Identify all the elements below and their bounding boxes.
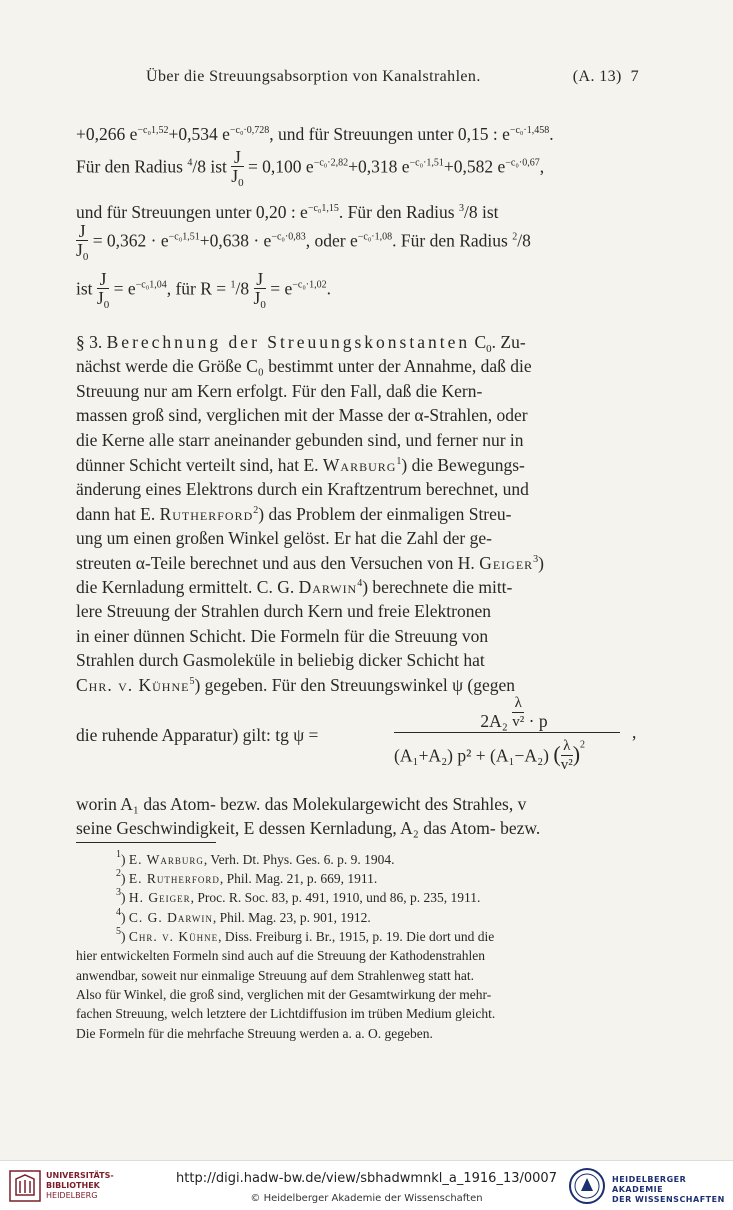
footnote-author: Chr. v. Kühne: [128, 929, 219, 944]
viewer-footer: [0, 1160, 733, 1210]
footnote-author: C. G. Darwin: [128, 910, 213, 925]
footnote-number: 1: [116, 849, 121, 860]
footnote: $^2$) E. Rutherford, Phil. Mag. 21, p. 669, 1911.: [116, 868, 378, 886]
footnote: $^5$) Chr. v. Kühne, Diss. Freiburg i. Br., 1915, p. 19. Die dort und die: [116, 926, 495, 944]
text-line: die Kerne alle starr aneinander gebunden sind, und ferner nur in: [76, 430, 524, 450]
formula-line-2: Für den Radius $^4$/8 ist $\frac{J}{J_0}$ = 0,100 $e^{-c_0\cdot 2,82}+0,318$ $e^{-c_0\cdot 1,51}+0,582$ $e^{-c_0\cdot 0,67}$,: [76, 147, 545, 189]
fraction-j-j0: $\frac{J}{J_0}$: [253, 269, 266, 311]
footnote-divider: [76, 842, 216, 843]
formula-line-1: +0,266 $e^{-c_01,52}+0,534$ $e^{-c_0\cdot 0,728}$, und für Streuungen unter 0,15 : $e^{-c_0\cdot 1,458}$.: [76, 124, 554, 144]
header-title: Über die Streuungsabsorption von Kanalstrahlen.: [146, 68, 481, 85]
footnote: $^1$) E. Warburg, Verh. Dt. Phys. Ges. 6. p. 9. 1904.: [116, 849, 395, 867]
footnote: $^4$) C. G. Darwin, Phil. Mag. 23, p. 901, 1912.: [116, 907, 371, 925]
footnote-continuation: anwendbar, soweit nur einmalige Streuung auf dem Strahlenweg statt hat.: [76, 968, 474, 983]
footnote-author: E. Warburg: [128, 852, 204, 867]
footnote-author: H. Geiger: [128, 890, 191, 905]
footnote-text: , Proc. R. Soc. 83, p. 491, 1910, und 86, p. 235, 1911.: [190, 890, 481, 905]
formula-line-4: $\frac{J}{J_0}$ = $0,362 \cdot e^{-c_01,51}+0,638 \cdot e^{-c_0\cdot 0,83}$, oder $e^{-c_0\cdot 1,08}$. Für den Radius $^2$/8: [76, 221, 531, 263]
fraction-j-j0: $\frac{J}{J_0}$: [96, 269, 110, 311]
text-line: ung um einen großen Winkel gelöst. Er hat die Zahl der ge-: [76, 528, 492, 548]
text-line: die ruhende Apparatur) gilt: tg ψ =: [76, 725, 319, 745]
text-line: lere Streuung der Strahlen durch Kern und freie Elektronen: [76, 601, 491, 621]
text-line: Chr. v. Kühne$^5$) gegeben. Für den Streuungswinkel ψ (gegen: [76, 675, 516, 695]
text-line: die Kernladung ermittelt. C. G. Darwin$^4$) berechnete die mitt-: [76, 577, 513, 597]
footnote-text: , Phil. Mag. 23, p. 901, 1912.: [212, 910, 371, 925]
formula-denominator: (A₁+A₂) p² + (A₁−A₂) ( $\frac{\lambda}{\text{v²}}$ )$^2$: [394, 738, 586, 773]
footnote-text: , Phil. Mag. 21, p. 669, 1911.: [219, 871, 378, 886]
text-line: änderung eines Elektrons durch ein Kraftzentrum berechnet, und: [76, 479, 529, 499]
academy-seal-icon: [568, 1167, 606, 1205]
formula-numerator: 2A₂ $\frac{\lambda}{\text{v²}}$ · p: [480, 695, 548, 731]
text-line: Strahlen durch Gasmoleküle in beliebig dicker Schicht hat: [76, 650, 485, 670]
academy-name: HEIDELBERGER AKADEMIE DER WISSENSCHAFTEN: [612, 1175, 725, 1204]
footnote-number: 5: [116, 926, 121, 937]
page-number: 7: [630, 68, 639, 85]
text-line: streuten α-Teile berechnet und aus den Versuchen von H. Geiger$^3$): [76, 553, 544, 573]
text-line: Streuung nur am Kern erfolgt. Für den Fall, daß die Kern-: [76, 381, 483, 401]
footnote-continuation: Also für Winkel, die groß sind, verglichen mit der Gesamtwirkung der mehr-: [76, 987, 492, 1002]
footnote-number: 3: [116, 887, 121, 898]
footnote-continuation: Die Formeln für die mehrfache Streuung werden a. a. O. gegeben.: [76, 1026, 433, 1041]
text-line: massen groß sind, verglichen mit der Masse der α-Strahlen, oder: [76, 405, 528, 425]
formula-line-5: ist $\frac{J}{J_0}$ = $e^{-c_01,04}$, für R = $^1$/8 $\frac{J}{J_0}$ = $e^{-c_0\cdot 1,02}$.: [76, 269, 332, 311]
footnote-number: 4: [116, 907, 121, 918]
footnote-text: , Diss. Freiburg i. Br., 1915, p. 19. Die dort und die: [218, 929, 495, 944]
text-line: worin A₁ das Atom- bezw. das Molekulargewicht des Strahles, v: [76, 794, 527, 814]
footnote-continuation: hier entwickelten Formeln sind auch auf die Streuung der Kathodenstrahlen: [76, 948, 486, 963]
section-heading: Berechnung der Streuungskonstanten: [106, 332, 471, 352]
header-ref: (A. 13): [572, 68, 622, 85]
text-line: dann hat E. Rutherford$^2$) das Problem der einmaligen Streu-: [76, 504, 512, 524]
text-line: in einer dünnen Schicht. Die Formeln für die Streuung von: [76, 626, 489, 646]
footnote-continuation: fachen Streuung, welch letztere der Lichtdiffusion im trüben Medium gleicht.: [76, 1006, 496, 1021]
footnote-number: 2: [116, 868, 121, 879]
footnote: $^3$) H. Geiger, Proc. R. Soc. 83, p. 491, 1910, und 86, p. 235, 1911.: [116, 887, 481, 905]
formula-comma: ,: [632, 722, 637, 742]
tg-psi-formula: [394, 688, 637, 776]
text-line: nächst werde die Größe C₀ bestimmt unter der Annahme, daß die: [76, 356, 532, 376]
fraction-j-j0: $\frac{J}{J_0}$: [76, 221, 89, 263]
text-line: dünner Schicht verteilt sind, hat E. Warburg$^1$) die Bewegungs-: [76, 455, 525, 475]
fraction-j-j0: $\frac{J}{J_0}$: [231, 147, 244, 189]
university-library-name: UNIVERSITÄTS- BIBLIOTHEK HEIDELBERG: [46, 1171, 114, 1200]
copyright-notice: © Heidelberger Akademie der Wissenschaften: [250, 1193, 483, 1204]
footnote-author: E. Rutherford: [128, 871, 220, 886]
formula-line-3: und für Streuungen unter 0,20 : $e^{-c_01,15}$. Für den Radius $^3$/8 ist: [76, 202, 499, 222]
section-heading-line: § 3. Berechnung der Streuungskonstanten $C_0$. Zu-: [76, 332, 526, 355]
text-line: seine Geschwindigkeit, E dessen Kernladung, A₂ das Atom- bezw.: [76, 818, 541, 838]
footnote-text: , Verh. Dt. Phys. Ges. 6. p. 9. 1904.: [203, 852, 395, 867]
permalink-url[interactable]: http://digi.hadw-bw.de/view/sbhadwmnkl_a_1916_13/0007: [176, 1171, 557, 1186]
